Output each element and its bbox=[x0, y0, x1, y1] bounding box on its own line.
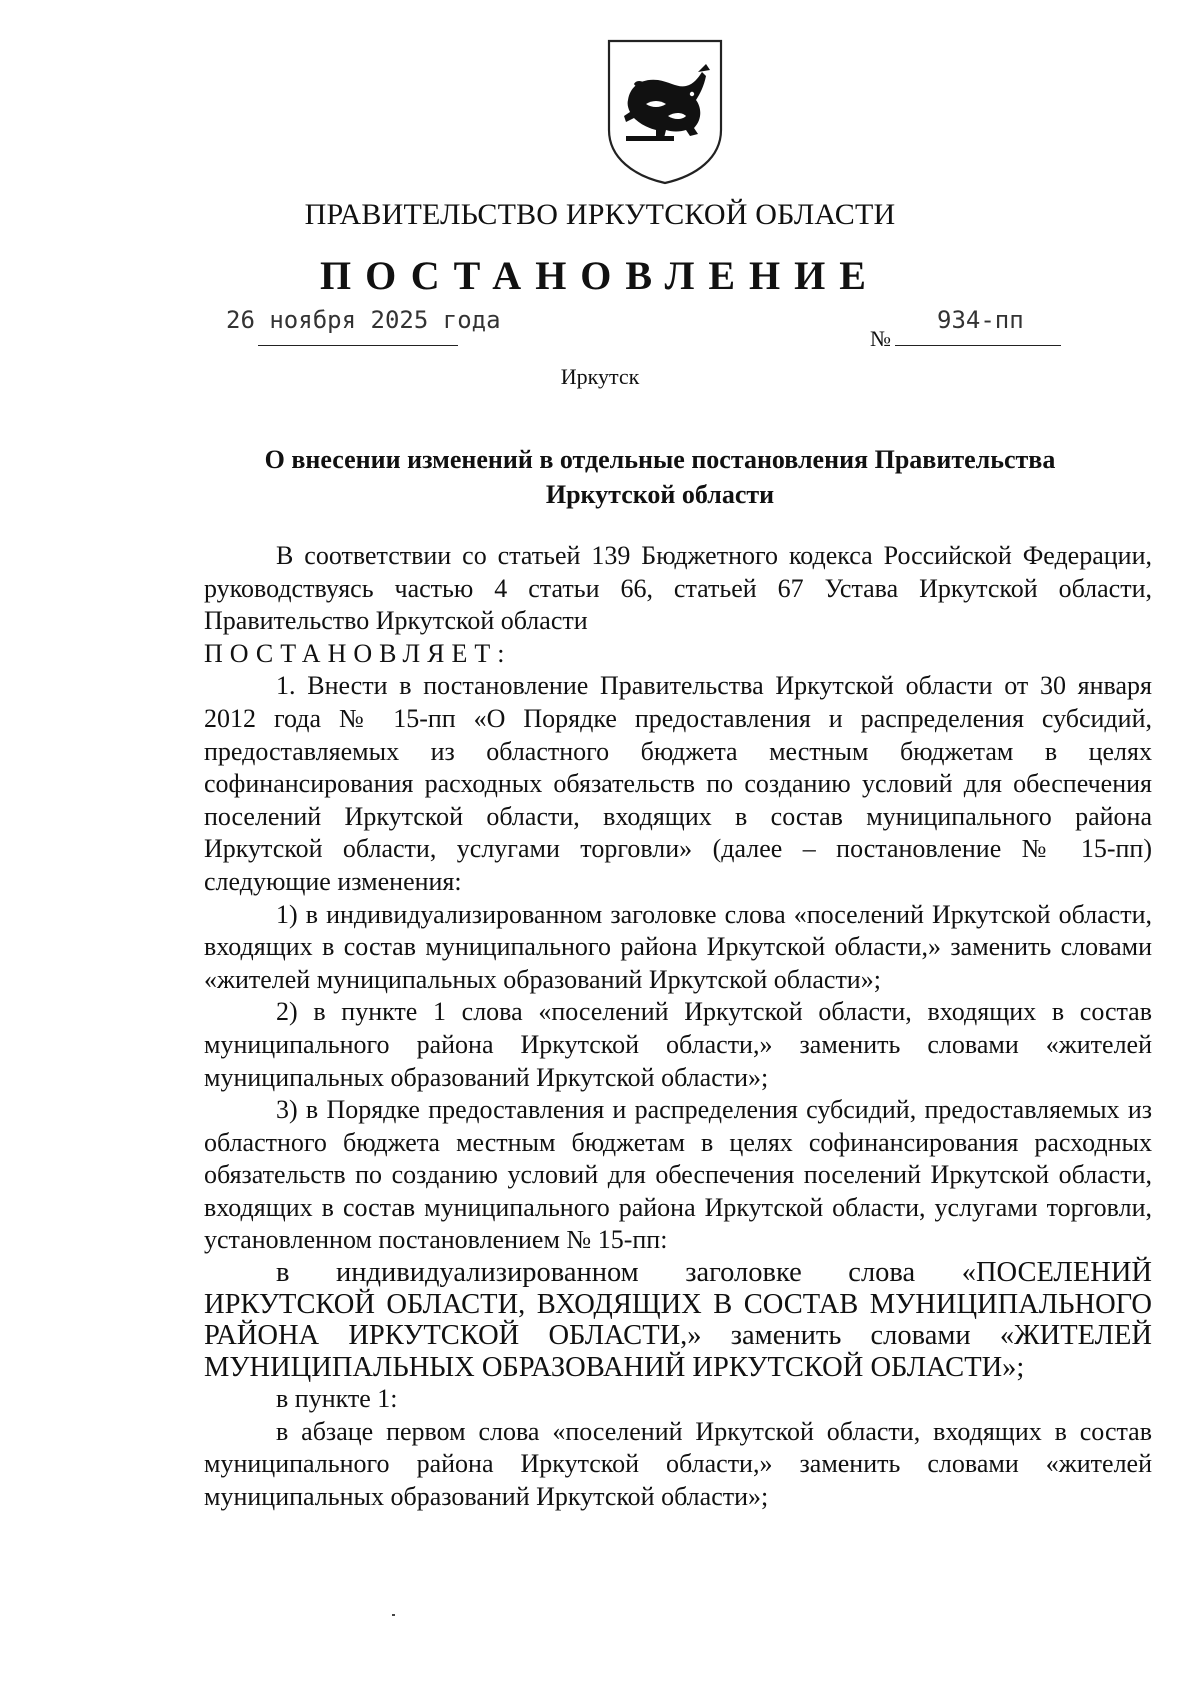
paragraph-subitem-3: 3) в Порядке предоставления и распределения субсидий, предоставляемых из областного бюджета местным бюджетам в целях софинансирования расходных обязательств по созданию условий для обеспечения поселений Иркутской области, входящих в состав муниципального района Иркутской области, услугами торговли, установленном постановлением № 15-пп: bbox=[204, 1095, 1152, 1255]
paragraph-item-1: 1. Внести в постановление Правительства Иркутской области от 30 января 2012 года № 15-пп «О Порядке предоставления и распределения субсидий, предоставляемых из областного бюджета местным бюджетам в целях софинансирования расходных обязательств по созданию условий для обеспечения поселений Иркутской области, входящих в состав муниципального района Иркутской области, услугами торговли» (далее – постановление № 15-пп) следующие изменения: bbox=[204, 671, 1152, 896]
paragraph-resolve: ПОСТАНОВЛЯЕТ: bbox=[204, 638, 512, 668]
title-line-1: О внесении изменений в отдельные постановления Правительства bbox=[264, 445, 1056, 474]
document-city: Иркутск bbox=[560, 364, 640, 389]
title-line-2: Иркутской области bbox=[545, 480, 775, 509]
scan-speck bbox=[392, 1614, 395, 1616]
paragraph-title-change: в индивидуализированном заголовке слова «ПОСЕЛЕНИЙ ИРКУТСКОЙ ОБЛАСТИ, ВХОДЯЩИХ В СОСТАВ МУНИЦИПАЛЬНОГО РАЙОНА ИРКУТСКОЙ ОБЛАСТИ,» заменить словами «ЖИТЕЛЕЙ МУНИЦИПАЛЬНЫХ ОБРАЗОВАНИЙ ИРКУТСКОЙ ОБЛАСТИ»; bbox=[204, 1257, 1152, 1383]
number-underline bbox=[895, 345, 1061, 346]
paragraph-point-1: в пункте 1: bbox=[276, 1384, 398, 1414]
document-type-heading: ПОСТАНОВЛЕНИЕ bbox=[320, 253, 880, 298]
document-date: 26 ноября 2025 года bbox=[226, 306, 501, 334]
paragraph-abzac-1: в абзаце первом слова «поселений Иркутской области, входящих в состав муниципального района Иркутской области,» заменить словами «жителей муниципальных образований Иркутской области»; bbox=[204, 1416, 1152, 1511]
coat-of-arms-icon bbox=[606, 38, 724, 186]
number-sign: № bbox=[870, 326, 891, 351]
paragraph-subitem-1: 1) в индивидуализированном заголовке слова «поселений Иркутской области, входящих в состав муниципального района Иркутской области,» заменить словами «жителей муниципальных образований Иркутской области»; bbox=[204, 899, 1152, 994]
paragraph-preamble: В соответствии со статьей 139 Бюджетного кодекса Российской Федерации, руководствуясь частью 4 статьи 66, статьей 67 Устава Иркутской области, Правительство Иркутской области bbox=[204, 541, 1152, 636]
paragraph-subitem-2: 2) в пункте 1 слова «поселений Иркутской области, входящих в состав муниципального района Иркутской области,» заменить словами «жителей муниципальных образований Иркутской области»; bbox=[204, 997, 1152, 1092]
date-underline bbox=[258, 345, 458, 346]
document-title bbox=[200, 442, 1120, 512]
document-body bbox=[204, 540, 1152, 1513]
government-name: ПРАВИТЕЛЬСТВО ИРКУТСКОЙ ОБЛАСТИ bbox=[304, 198, 896, 231]
document-number: 934-пп bbox=[937, 306, 1024, 334]
